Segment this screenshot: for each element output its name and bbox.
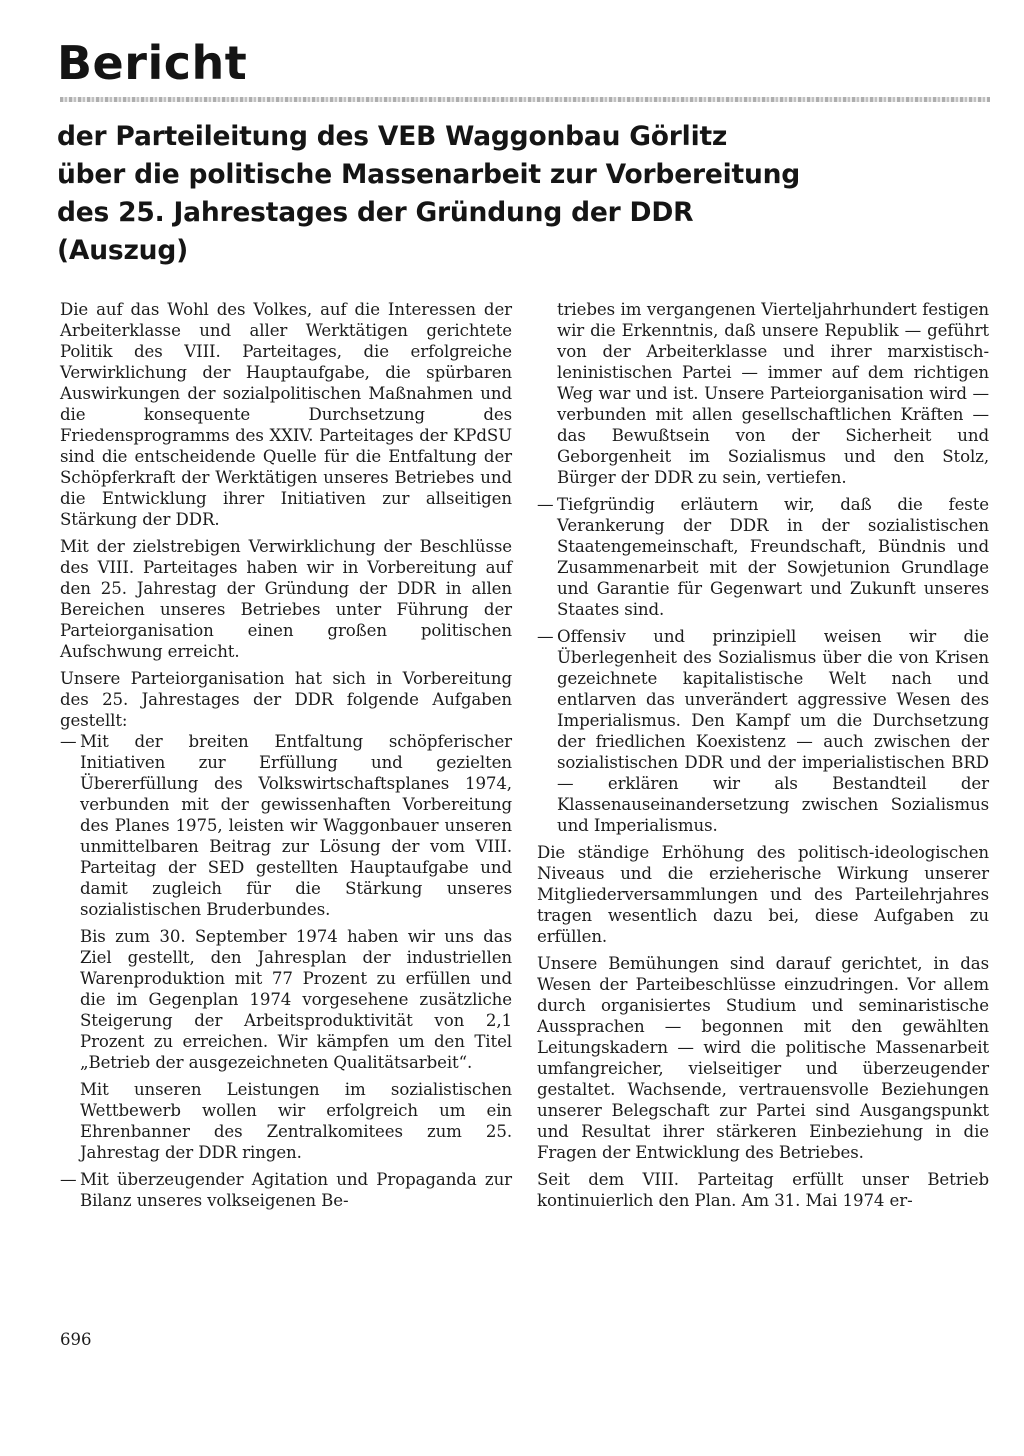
list-item-text: Offensiv und prinzipiell weisen wir die Überlegenheit des Sozialismus über die von Krisen gezeichnete kapitalistische Welt nach und entlarven das unverändert aggressive Wesen des Imperialismus. Den Kampf um die Durchsetzung der friedlichen Koexistenz — auch zwischen der sozialistischen DDR und der imperialistischen BRD — erklären wir als Bestandteil der Klassenauseinandersetzung zwischen Sozialismus und Imperialismus. bbox=[557, 627, 989, 835]
list-item-text: Mit unseren Leistungen im sozialistischen Wettbewerb wollen wir erfolgreich um ein Ehrenbanner des Zentralkomitees zum 25. Jahrestag der DDR ringen. bbox=[80, 1080, 512, 1162]
list-item-text: Tiefgründig erläutern wir, daß die feste Verankerung der DDR in der sozialistischen Staatengemeinschaft, Freundschaft, Bündnis und Zusammenarbeit mit der Sowjetunion Grundlage und Garantie für Gegenwart und Zukunft unseres Staates sind. bbox=[557, 495, 989, 619]
paragraph: Unsere Parteiorganisation hat sich in Vorbereitung des 25. Jahrestages der DDR folgende Aufgaben gestellt: bbox=[60, 669, 512, 730]
list-item bbox=[60, 731, 512, 1163]
page-number: 696 bbox=[60, 1330, 92, 1349]
list-item-text: Mit der breiten Entfaltung schöpferischer Initiativen zur Erfüllung und gezielten Übererfüllung des Volkswirtschaftsplanes 1974, verbunden mit der gewissenhaften Vorbereitung des Planes 1975, leisten wir Waggonbauer unseren unmittelbaren Beitrag zur Lösung der vom VIII. Parteitag der SED gestellten Hauptaufgabe und damit zugleich für die Stärkung unseres sozialistischen Bruderbundes. bbox=[80, 732, 512, 919]
list-item-text: triebes im vergangenen Vierteljahrhundert festigen wir die Erkenntnis, daß unsere Republik — geführt von der Arbeiterklasse und ihrer marxistisch-leninistischen Partei — immer auf dem richtigen Weg war und ist. Unsere Parteiorganisation wird — verbunden mit allen gesellschaftlichen Kräften — das Bewußtsein von der Sicherheit und Geborgenheit im Sozialismus und den Stolz, Bürger der DDR zu sein, vertiefen. bbox=[557, 300, 989, 487]
subtitle-line: (Auszug) bbox=[57, 235, 189, 266]
list-item bbox=[60, 1169, 512, 1211]
list-item-text: Mit überzeugender Agitation und Propaganda zur Bilanz unseres volkseigenen Be- bbox=[80, 1170, 512, 1210]
dash-bullet: — bbox=[60, 732, 77, 751]
report-heading: Bericht bbox=[57, 36, 248, 90]
heading-rule bbox=[60, 97, 990, 102]
list-item bbox=[537, 626, 989, 836]
subtitle-line: über die politische Massenarbeit zur Vorbereitung bbox=[57, 159, 801, 190]
paragraph: Seit dem VIII. Parteitag erfüllt unser Betrieb kontinuierlich den Plan. Am 31. Mai 1974 er- bbox=[537, 1170, 989, 1210]
dash-bullet: — bbox=[60, 1170, 77, 1189]
dash-bullet: — bbox=[537, 627, 554, 646]
list-item bbox=[537, 494, 989, 620]
list-item-text: Bis zum 30. September 1974 haben wir uns das Ziel gestellt, den Jahresplan der industriellen Warenproduktion mit 77 Prozent zu erfüllen und die im Gegenplan 1974 vorgesehene zusätzliche Steigerung der Arbeitsproduktivität von 2,1 Prozent zu erreichen. Wir kämpfen um den Titel „Betrieb der ausgezeichneten Qualitätsarbeit“. bbox=[80, 927, 512, 1072]
subtitle-line: des 25. Jahrestages der Gründung der DDR bbox=[57, 197, 694, 228]
dash-bullet: — bbox=[537, 495, 554, 514]
paragraph: Die ständige Erhöhung des politisch-ideologischen Niveaus und die erzieherische Wirkung unserer Mitgliederversammlungen und des Parteilehrjahres tragen wesentlich dazu bei, diese Aufgaben zu erfüllen. bbox=[537, 843, 989, 946]
subtitle-line: der Parteileitung des VEB Waggonbau Görlitz bbox=[57, 121, 728, 152]
paragraph: Die auf das Wohl des Volkes, auf die Interessen der Arbeiterklasse und aller Werktätigen gerichtete Politik des VIII. Parteitages, die erfolgreiche Verwirklichung der Hauptaufgabe, die spürbaren Auswirkungen der sozialpolitischen Maßnahmen und die konsequente Durchsetzung des Friedensprogramms des XXIV. Parteitages der KPdSU sind die entscheidende Quelle für die Entfaltung der Schöpferkraft der Werktätigen unseres Betriebes und die Entwicklung ihrer Initiativen zur allseitigen Stärkung der DDR. bbox=[60, 300, 512, 529]
paragraph: Unsere Bemühungen sind darauf gerichtet, in das Wesen der Parteibeschlüsse einzudringen. Vor allem durch organisiertes Studium und seminaristische Aussprachen — begonnen mit den gewählten Leitungskadern — wird die politische Massenarbeit umfangreicher, vielseitiger und überzeugender gestaltet. Wachsende, vertrauensvolle Beziehungen unserer Belegschaft zur Partei sind Ausgangspunkt und Resultat ihrer stärkeren Einbeziehung in die Fragen der Entwicklung des Betriebes. bbox=[537, 954, 989, 1162]
right-column bbox=[537, 299, 989, 1211]
paragraph: Mit der zielstrebigen Verwirklichung der Beschlüsse des VIII. Parteitages haben wir in Vorbereitung auf den 25. Jahrestag der Gründung der DDR in allen Bereichen unseres Betriebes unter Führung der Parteiorganisation einen großen politischen Aufschwung erreicht. bbox=[60, 537, 512, 661]
list-item-continued bbox=[537, 299, 989, 488]
left-column bbox=[60, 299, 512, 1211]
report-subtitle bbox=[57, 118, 957, 270]
